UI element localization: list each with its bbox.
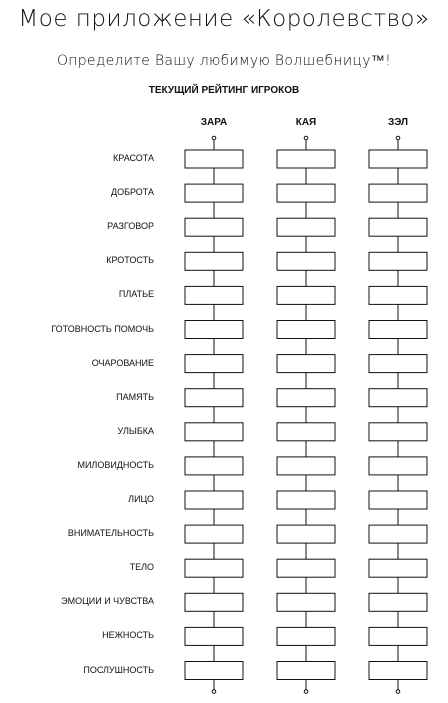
rating-cell-p3-r8[interactable] <box>369 389 427 407</box>
track-top-dot-3 <box>396 136 400 140</box>
criterion-label-6: ГОТОВНОСТЬ ПОМОЧЬ <box>51 323 154 334</box>
player-header-3: ЗЭЛ <box>387 117 408 128</box>
rating-cell-p2-r12[interactable] <box>277 525 335 543</box>
rating-cell-p2-r4[interactable] <box>277 252 335 270</box>
rating-cell-p3-r3[interactable] <box>369 218 427 236</box>
rating-cell-p1-r7[interactable] <box>185 355 243 373</box>
player-header-2: КАЯ <box>295 117 317 128</box>
rating-cell-p2-r6[interactable] <box>277 321 335 339</box>
criterion-label-7: ОЧАРОВАНИЕ <box>91 357 154 368</box>
rating-cell-p3-r10[interactable] <box>369 457 427 475</box>
criterion-label-12: ВНИМАТЕЛЬНОСТЬ <box>67 528 154 539</box>
criterion-label-2: ДОБРОТА <box>110 187 154 198</box>
rating-cell-p3-r9[interactable] <box>369 423 427 441</box>
track-bottom-dot-1 <box>212 690 216 694</box>
app-subtitle: Определите Вашу любимую Волшебницу™! <box>56 53 392 69</box>
player-header-1: ЗАРА <box>200 117 228 128</box>
rating-cell-p2-r9[interactable] <box>277 423 335 441</box>
rating-cell-p3-r7[interactable] <box>369 355 427 373</box>
rating-cell-p3-r6[interactable] <box>369 321 427 339</box>
rating-cell-p1-r9[interactable] <box>185 423 243 441</box>
criterion-label-5: ПЛАТЬЕ <box>118 289 154 300</box>
rating-cell-p1-r4[interactable] <box>185 252 243 270</box>
rating-cell-p2-r2[interactable] <box>277 184 335 202</box>
rating-cell-p3-r15[interactable] <box>369 627 427 645</box>
rating-cell-p1-r8[interactable] <box>185 389 243 407</box>
rating-cell-p1-r16[interactable] <box>185 662 243 680</box>
rating-cell-p3-r5[interactable] <box>369 286 427 304</box>
rating-cell-p2-r14[interactable] <box>277 593 335 611</box>
criterion-label-16: ПОСЛУШНОСТЬ <box>83 664 154 675</box>
criterion-label-14: ЭМОЦИИ И ЧУВСТВА <box>61 596 154 607</box>
ratings-heading: ТЕКУЩИЙ РЕЙТИНГ ИГРОКОВ <box>148 85 300 96</box>
rating-cell-p1-r2[interactable] <box>185 184 243 202</box>
track-top-dot-2 <box>304 136 308 140</box>
criterion-label-3: РАЗГОВОР <box>107 221 154 232</box>
rating-cell-p3-r1[interactable] <box>369 150 427 168</box>
rating-cell-p2-r16[interactable] <box>277 662 335 680</box>
rating-cell-p3-r11[interactable] <box>369 491 427 509</box>
criterion-label-15: НЕЖНОСТЬ <box>102 630 154 641</box>
criterion-label-13: ТЕЛО <box>129 562 154 573</box>
rating-cell-p2-r1[interactable] <box>277 150 335 168</box>
rating-cell-p2-r11[interactable] <box>277 491 335 509</box>
rating-cell-p2-r13[interactable] <box>277 559 335 577</box>
rating-cell-p3-r14[interactable] <box>369 593 427 611</box>
criterion-label-1: КРАСОТА <box>113 153 154 163</box>
rating-cell-p2-r3[interactable] <box>277 218 335 236</box>
track-top-dot-1 <box>212 136 216 140</box>
criterion-label-10: МИЛОВИДНОСТЬ <box>77 459 154 470</box>
criterion-label-9: УЛЫБКА <box>117 425 154 436</box>
rating-cell-p3-r2[interactable] <box>369 184 427 202</box>
rating-cell-p1-r10[interactable] <box>185 457 243 475</box>
rating-cell-p1-r3[interactable] <box>185 218 243 236</box>
rating-cell-p1-r12[interactable] <box>185 525 243 543</box>
rating-cell-p1-r6[interactable] <box>185 321 243 339</box>
rating-cell-p2-r7[interactable] <box>277 355 335 373</box>
rating-cell-p1-r13[interactable] <box>185 559 243 577</box>
rating-cell-p1-r15[interactable] <box>185 627 243 645</box>
criterion-label-4: КРОТОСТЬ <box>106 255 154 266</box>
rating-cell-p3-r16[interactable] <box>369 662 427 680</box>
criterion-label-11: ЛИЦО <box>128 494 154 504</box>
rating-cell-p1-r14[interactable] <box>185 593 243 611</box>
track-bottom-dot-3 <box>396 690 400 694</box>
track-bottom-dot-2 <box>304 690 308 694</box>
app-title: Мое приложение «Королевство» <box>18 6 430 32</box>
rating-cell-p3-r4[interactable] <box>369 252 427 270</box>
rating-cell-p3-r12[interactable] <box>369 525 427 543</box>
criterion-label-8: ПАМЯТЬ <box>116 391 154 402</box>
rating-cell-p1-r5[interactable] <box>185 286 243 304</box>
rating-cell-p2-r8[interactable] <box>277 389 335 407</box>
rating-cell-p3-r13[interactable] <box>369 559 427 577</box>
rating-cell-p2-r15[interactable] <box>277 627 335 645</box>
rating-cell-p2-r5[interactable] <box>277 286 335 304</box>
rating-cell-p1-r1[interactable] <box>185 150 243 168</box>
rating-cell-p1-r11[interactable] <box>185 491 243 509</box>
rating-cell-p2-r10[interactable] <box>277 457 335 475</box>
